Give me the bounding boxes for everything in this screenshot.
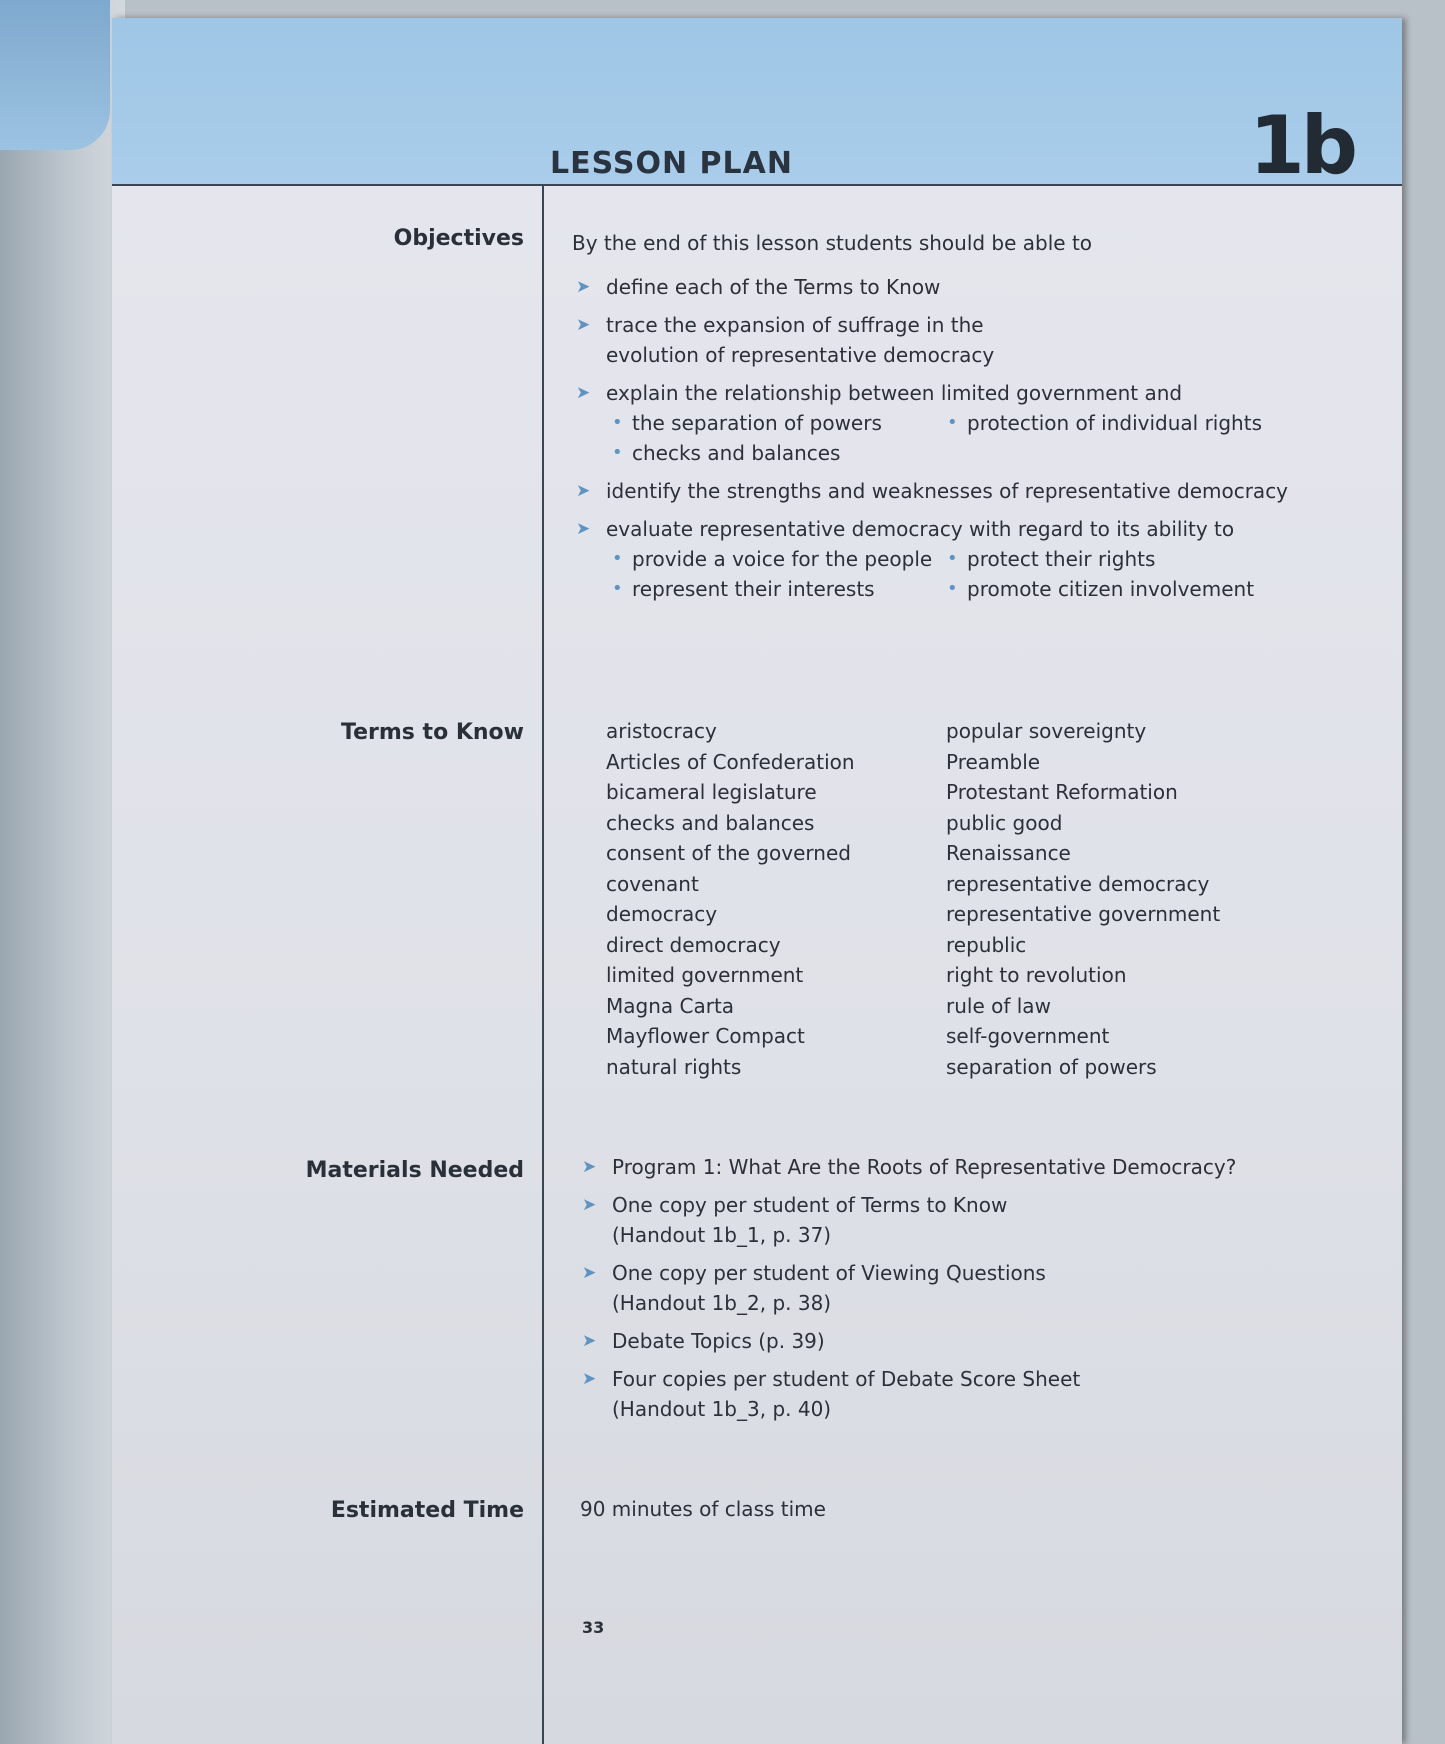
term-item: Protestant Reformation (946, 780, 1178, 804)
term-item: consent of the governed (606, 841, 851, 865)
sub-item-text: the separation of powers (632, 411, 882, 435)
sub-item-text: protection of individual rights (967, 411, 1262, 435)
sub-item-text: provide a voice for the people (632, 547, 933, 571)
objective-text: define each of the Terms to Know (606, 275, 941, 299)
material-text-continued: (Handout 1b_1, p. 37) (612, 1223, 832, 1247)
material-text: One copy per student of Terms to Know (612, 1193, 1008, 1217)
terms-label: Terms to Know (341, 720, 524, 745)
term-item: bicameral legislature (606, 780, 817, 804)
facing-page-band (0, 0, 110, 150)
lesson-page (112, 18, 1402, 1744)
list-item (578, 1258, 1358, 1318)
term-item: right to revolution (946, 963, 1127, 987)
objectives-intro: By the end of this lesson students should be able to (572, 231, 1093, 255)
material-text: One copy per student of Viewing Questions (612, 1261, 1046, 1285)
terms-section (572, 716, 1352, 1082)
sub-item-text: checks and balances (632, 441, 841, 465)
arrow-bullet-icon: ➤ (582, 1195, 597, 1215)
term-item: limited government (606, 963, 804, 987)
arrow-bullet-icon: ➤ (582, 1157, 597, 1177)
dot-bullet-icon: • (612, 548, 623, 569)
term-item: public good (946, 810, 1063, 835)
objectives-label: Objectives (393, 226, 524, 251)
term-item: Renaissance (946, 841, 1071, 865)
materials-list (578, 1152, 1358, 1424)
objective-text: identify the strengths and weaknesses of representative democracy (606, 479, 1289, 503)
term-item: representative government (946, 902, 1221, 926)
list-item (578, 1326, 1358, 1356)
sub-item (606, 438, 941, 468)
arrow-bullet-icon: ➤ (576, 383, 591, 403)
arrow-bullet-icon: ➤ (576, 277, 591, 297)
arrow-bullet-icon: ➤ (582, 1263, 597, 1283)
lesson-number: 1b (1249, 99, 1354, 192)
objectives-list (572, 272, 1352, 604)
page-number: 33 (582, 1618, 605, 1637)
objective-sublist (606, 408, 1352, 468)
term-item: Mayflower Compact (606, 1024, 805, 1048)
sub-item (941, 544, 1301, 574)
objective-sublist (606, 544, 1352, 604)
time-value: 90 minutes of class time (580, 1497, 826, 1521)
material-text: Four copies per student of Debate Score Sheet (612, 1367, 1081, 1391)
list-item (572, 476, 1352, 506)
objectives-section (572, 228, 1352, 612)
sub-item (941, 574, 1301, 604)
sub-item (606, 544, 941, 574)
arrow-bullet-icon: ➤ (576, 519, 591, 539)
page-title: LESSON PLAN (550, 146, 793, 181)
dot-bullet-icon: • (612, 412, 623, 433)
term-item: separation of powers (946, 1054, 1157, 1079)
term-item: Preamble (946, 749, 1041, 774)
list-item (578, 1152, 1358, 1182)
sub-item (941, 408, 1301, 438)
objective-text: trace the expansion of suffrage in the (606, 313, 984, 337)
objective-text: explain the relationship between limited government and (606, 381, 1183, 405)
term-item: checks and balances (606, 810, 815, 835)
materials-label: Materials Needed (305, 1158, 524, 1183)
sub-item-text: protect their rights (967, 547, 1156, 571)
material-text-continued: (Handout 1b_2, p. 38) (612, 1291, 832, 1315)
term-item: Articles of Confederation (606, 749, 855, 774)
dot-bullet-icon: • (947, 412, 958, 433)
material-text: Program 1: What Are the Roots of Representative Democracy? (612, 1155, 1237, 1179)
term-item: republic (946, 932, 1027, 957)
time-section (580, 1494, 1360, 1524)
material-text-continued: (Handout 1b_3, p. 40) (612, 1397, 832, 1421)
sub-item-text: represent their interests (632, 577, 875, 601)
objective-text-continued: evolution of representative democracy (606, 343, 995, 367)
book-spine (0, 0, 125, 1744)
term-item: representative democracy (946, 871, 1210, 896)
sub-item-text: promote citizen involvement (967, 577, 1255, 601)
term-item: Magna Carta (606, 993, 735, 1018)
dot-bullet-icon: • (947, 548, 958, 569)
term-item: democracy (606, 902, 718, 926)
term-item: direct democracy (606, 932, 781, 957)
arrow-bullet-icon: ➤ (576, 481, 591, 501)
dot-bullet-icon: • (612, 442, 623, 463)
terms-column-2 (946, 716, 1326, 1082)
header-band (112, 18, 1402, 192)
term-item: covenant (606, 871, 699, 896)
terms-grid (572, 716, 1352, 1082)
dot-bullet-icon: • (612, 578, 623, 599)
term-item: self-government (946, 1024, 1110, 1048)
time-label: Estimated Time (330, 1498, 524, 1523)
material-text: Debate Topics (p. 39) (612, 1329, 825, 1353)
dot-bullet-icon: • (947, 578, 958, 599)
arrow-bullet-icon: ➤ (576, 315, 591, 335)
term-item: natural rights (606, 1054, 742, 1079)
list-item (578, 1190, 1358, 1250)
term-item: aristocracy (606, 719, 717, 743)
term-item: popular sovereignty (946, 719, 1147, 743)
list-item (572, 378, 1352, 468)
term-item: rule of law (946, 993, 1051, 1018)
list-item (572, 514, 1352, 604)
terms-column-1 (606, 716, 946, 1082)
column-divider (542, 184, 544, 1744)
materials-section (578, 1152, 1358, 1432)
arrow-bullet-icon: ➤ (582, 1369, 597, 1389)
list-item (572, 272, 1352, 302)
list-item (572, 310, 1352, 370)
sub-item (606, 574, 941, 604)
objective-text: evaluate representative democracy with regard to its ability to (606, 517, 1235, 541)
sub-item (606, 408, 941, 438)
list-item (578, 1364, 1358, 1424)
arrow-bullet-icon: ➤ (582, 1331, 597, 1351)
